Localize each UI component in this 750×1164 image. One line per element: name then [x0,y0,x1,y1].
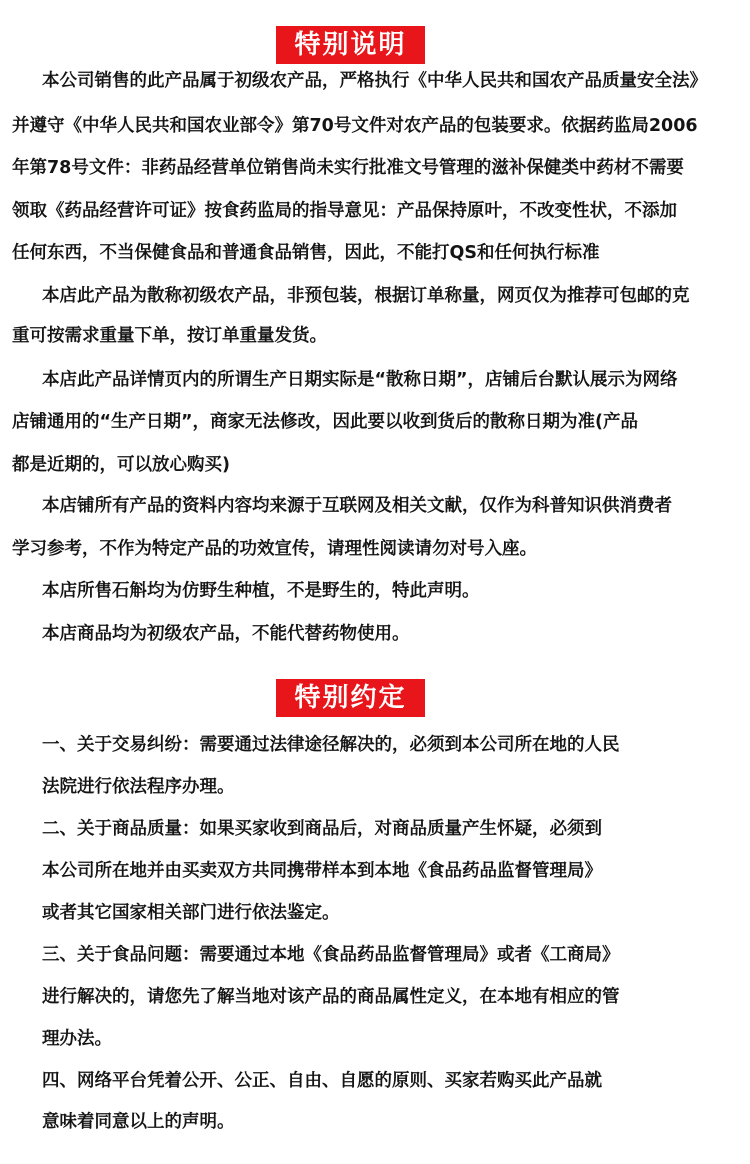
notice-paragraph-line: 都是近期的，可以放心购买) [12,455,230,475]
agreement-line: 二、关于商品质量：如果买家收到商品后，对商品质量产生怀疑，必须到 [42,819,602,839]
notice-paragraph-line: 学习参考，不作为特定产品的功效宣传，请理性阅读请勿对号入座。 [12,539,537,559]
special-agreement-title: 特别约定 [276,679,425,717]
notice-paragraph-line: 本店商品均为初级农产品，不能代替药物使用。 [42,624,410,644]
agreement-line: 三、关于食品问题：需要通过本地《食品药品监督管理局》或者《工商局》 [42,945,620,965]
notice-paragraph-line: 店铺通用的“生产日期”，商家无法修改，因此要以收到货后的散称日期为准(产品 [12,412,638,432]
agreement-line: 四、网络平台凭着公开、公正、自由、自愿的原则、买家若购买此产品就 [42,1071,602,1091]
agreement-line: 本公司所在地并由买卖双方共同携带样本到本地《食品药品监督管理局》 [42,861,602,881]
notice-paragraph-line: 本店此产品为散称初级农产品，非预包装，根据订单称量，网页仅为推荐可包邮的克 [42,286,690,306]
notice-paragraph-line: 年第78号文件：非药品经营单位销售尚未实行批准文号管理的滋补保健类中药材不需要 [12,158,684,178]
notice-paragraph-line: 领取《药品经营许可证》按食药监局的指导意见：产品保持原叶，不改变性状，不添加 [12,201,677,221]
notice-paragraph-line: 本公司销售的此产品属于初级农产品，严格执行《中华人民共和国农产品质量安全法》 [42,71,707,91]
notice-paragraph-line: 并遵守《中华人民共和国农业部令》第70号文件对农产品的包装要求。依据药监局2006 [12,116,698,136]
agreement-line: 进行解决的，请您先了解当地对该产品的商品属性定义，在本地有相应的管 [42,987,620,1007]
agreement-line: 或者其它国家相关部门进行依法鉴定。 [42,903,340,923]
notice-paragraph-line: 本店所售石斛均为仿野生种植，不是野生的，特此声明。 [42,581,480,601]
agreement-line: 法院进行依法程序办理。 [42,777,235,797]
agreement-line: 意味着同意以上的声明。 [42,1112,235,1132]
notice-paragraph-line: 本店此产品详情页内的所谓生产日期实际是“散称日期”，店铺后台默认展示为网络 [42,370,678,390]
notice-paragraph-line: 本店铺所有产品的资料内容均来源于互联网及相关文献，仅作为科普知识供消费者 [42,496,672,516]
special-notice-title: 特别说明 [276,26,425,64]
notice-paragraph-line: 重可按需求重量下单，按订单重量发货。 [12,326,327,346]
agreement-line: 一、关于交易纠纷：需要通过法律途径解决的，必须到本公司所在地的人民 [42,735,620,755]
notice-paragraph-line: 任何东西，不当保健食品和普通食品销售，因此，不能打QS和任何执行标准 [12,243,600,263]
agreement-line: 理办法。 [42,1029,112,1049]
